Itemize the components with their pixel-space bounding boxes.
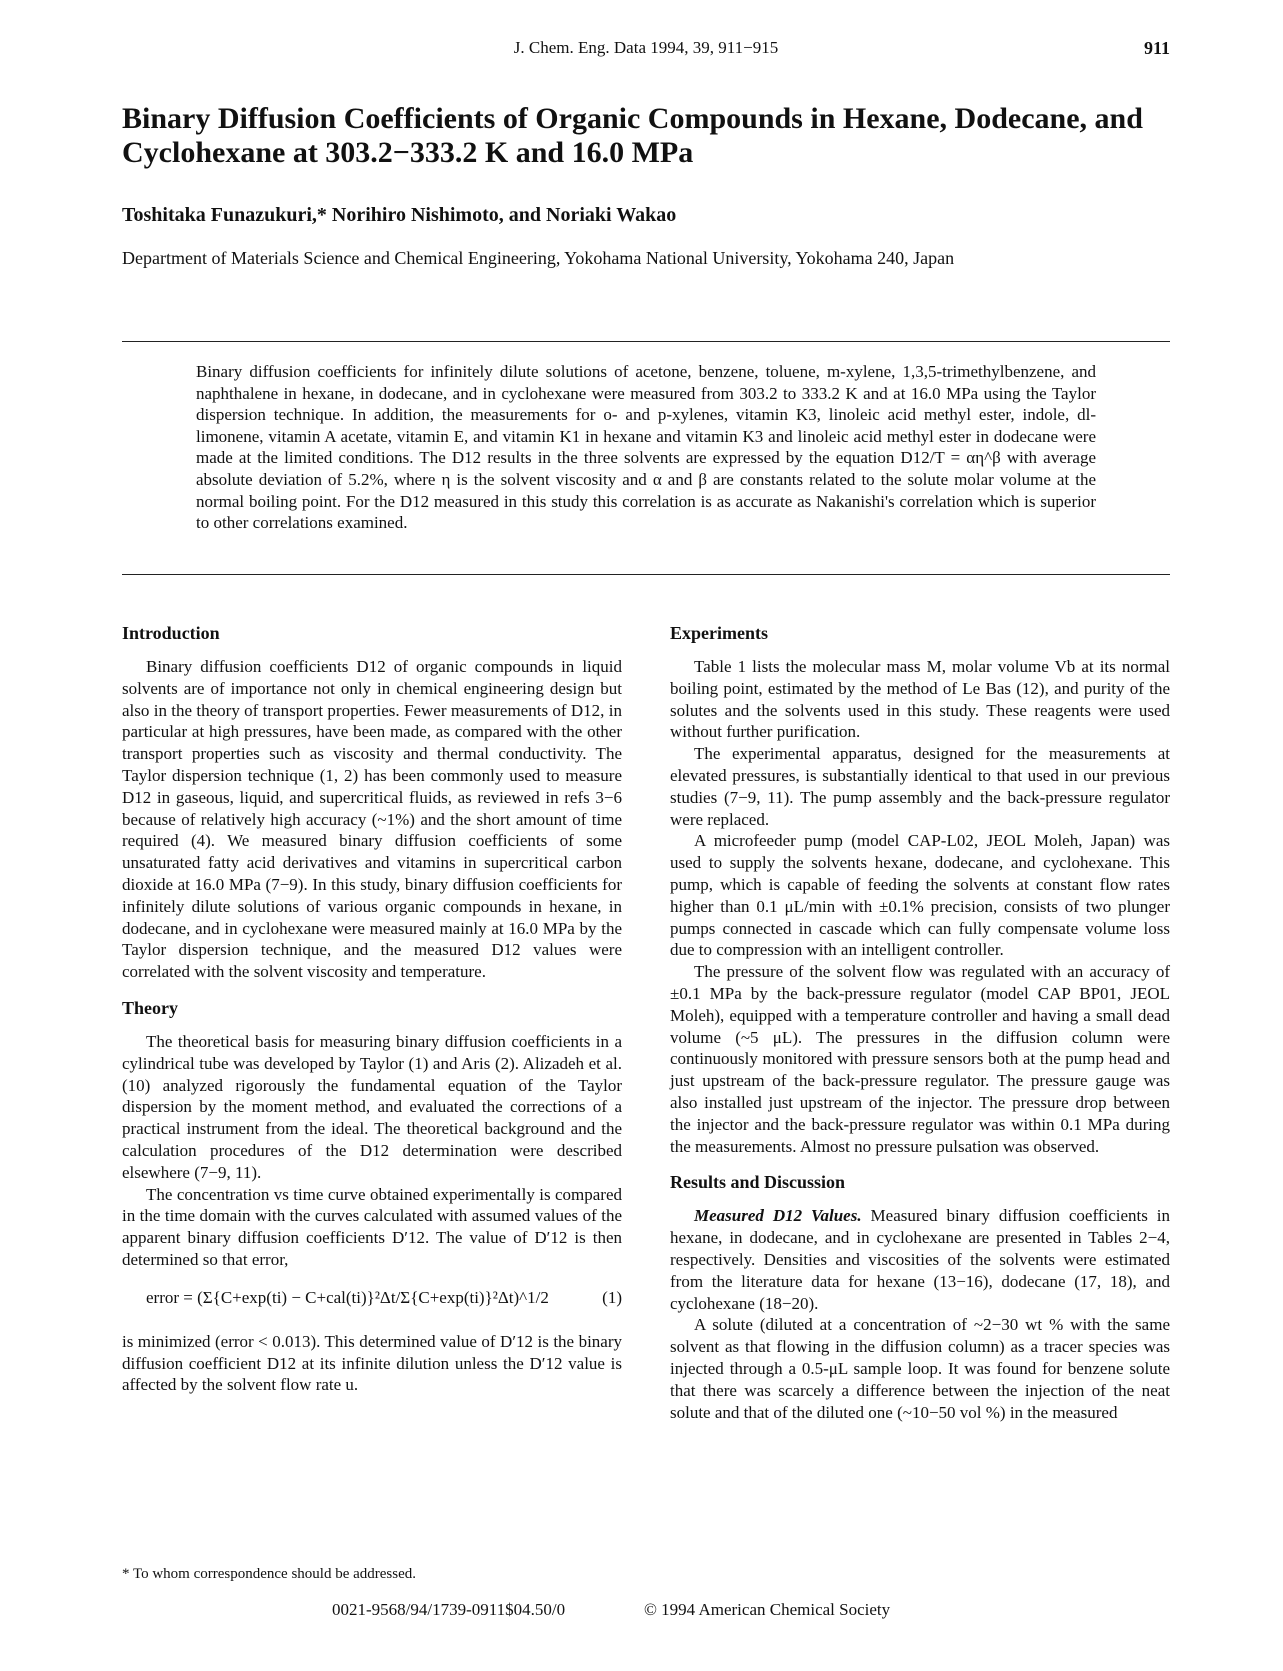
experiments-paragraph-2: The experimental apparatus, designed for the measurements at elevated pressures, is substantially identical to that used in our previous studies (7−9, 11). The pump assembly and the back-pressure regulator were replaced. — [670, 744, 1170, 829]
theory-paragraph-1: The theoretical basis for measuring binary diffusion coefficients in a cylindrical tube was developed by Taylor (1) and Aris (2). Alizadeh et al. (10) analyzed rigorously the fundamental equation of the Taylor dispersion by the moment method, and evaluated the corrections of a practical instrument from the ideal. The theoretical background and the calculation procedures of the D12 determination were described elsewhere (7−9, 11). — [122, 1031, 622, 1182]
running-head — [122, 38, 1170, 62]
correspondence-footnote: * To whom correspondence should be addressed. — [122, 1566, 417, 1582]
equation-number: (1) — [602, 1287, 622, 1307]
abstract-bottom-rule — [122, 574, 1170, 575]
introduction-paragraph: Binary diffusion coefficients D12 of organic compounds in liquid solvents are of importance not only in chemical engineering design but also in the theory of transport properties. Fewer measurements of D12, in particular at high pressures, have been made, as compared with the other transport properties such as viscosity and thermal conductivity. The Taylor dispersion technique (1, 2) has been commonly used to measure D12 in gaseous, liquid, and supercritical fluids, as reviewed in refs 3−6 because of relatively high accuracy (~1%) and the short amount of time required (4). We measured binary diffusion coefficients of some unsaturated fatty acid derivatives and vitamins in supercritical carbon dioxide at 16.0 MPa (7−9). In this study, binary diffusion coefficients for infinitely dilute solutions of various organic compounds in hexane, in dodecane, and in cyclohexane were measured mainly at 16.0 MPa by the Taylor dispersion technique, and the measured D12 values were correlated with the solvent viscosity and temperature. — [122, 657, 622, 982]
experiments-paragraph-3: A microfeeder pump (model CAP-L02, JEOL Moleh, Japan) was used to supply the solvents hexane, dodecane, and cyclohexane. This pump, which is capable of feeding the solvents at constant flow rates higher than 0.1 μL/min with ±0.1% precision, consists of two plunger pumps connected in cascade which can fully compensate volume loss due to compression with an intelligent controller. — [670, 831, 1170, 960]
results-heading: Results and Discussion — [670, 1172, 846, 1193]
author-list: Toshitaka Funazukuri,* Norihiro Nishimoto, and Noriaki Wakao — [122, 204, 677, 226]
experiments-paragraph-1: Table 1 lists the molecular mass M, molar volume Vb at its normal boiling point, estimated by the method of Le Bas (12), and purity of the solutes and the solvents used in this study. These reagents were used without further purification. — [670, 657, 1170, 742]
introduction-heading: Introduction — [122, 623, 220, 643]
article-title: Binary Diffusion Coefficients of Organic Compounds in Hexane, Dodecane, and Cyclohexane at 303.2−333.2 K and 16.0 MPa — [122, 102, 1143, 169]
equation-1 — [122, 1287, 622, 1311]
results-runin-heading: Measured D12 Values. — [694, 1206, 862, 1226]
theory-paragraph-3: is minimized (error < 0.013). This determined value of D′12 is the binary diffusion coefficient D12 at its infinite dilution unless the D′12 value is affected by the solvent flow rate u. — [122, 1331, 622, 1395]
theory-heading: Theory — [122, 997, 178, 1018]
journal-citation: J. Chem. Eng. Data 1994, 39, 911−915 — [513, 38, 779, 57]
results-paragraph-2: A solute (diluted at a concentration of ~2−30 wt % with the same solvent as that flowing in the diffusion column) as a tracer species was injected through a 0.5-μL sample loop. It was found for benzene solute that there was scarcely a difference between the injection of the neat solute and that of the diluted one (~10−50 vol %) in the measured — [670, 1315, 1170, 1422]
results-paragraph-1-text: Measured binary diffusion coefficients in hexane, in dodecane, and in cyclohexane are presented in Tables 2−4, respectively. Densities and viscosities of the solvents were estimated from the literature data for hexane (13−16), dodecane (17, 18), and cyclohexane (18−20). — [670, 1206, 1171, 1313]
affiliation: Department of Materials Science and Chemical Engineering, Yokohama National University, Yokohama 240, Japan — [122, 248, 955, 268]
right-column — [670, 622, 1170, 1423]
copyright: © 1994 American Chemical Society — [644, 1600, 891, 1619]
experiments-paragraph-4: The pressure of the solvent flow was regulated with an accuracy of ±0.1 MPa by the back-pressure regulator (model CAP BP01, JEOL Moleh), equipped with a temperature controller and having a small dead volume (~5 μL). The pressures in the diffusion column were continuously monitored with pressure sensors both at the pump head and just upstream of the back-pressure regulator. The pressure gauge was also installed just upstream of the injector. The pressure drop between the injector and the back-pressure regulator was within 0.1 MPa during the measurements. Almost no pressure pulsation was observed. — [670, 962, 1170, 1156]
experiments-heading: Experiments — [670, 623, 768, 643]
results-paragraph-1 — [670, 1205, 1170, 1314]
page-footer — [122, 1600, 1170, 1624]
left-column — [122, 622, 622, 1396]
abstract-top-rule — [122, 341, 1170, 342]
equation-body: error = (Σ{C+exp(ti) − C+cal(ti)}²Δt/Σ{C+exp(ti)}²Δt)^1/2 — [146, 1287, 549, 1307]
article-code: 0021-9568/94/1739-0911$04.50/0 — [332, 1600, 566, 1619]
abstract: Binary diffusion coefficients for infinitely dilute solutions of acetone, benzene, toluene, m-xylene, 1,3,5-trimethylbenzene, and naphthalene in hexane, in dodecane, and in cyclohexane were measured from 303.2 to 333.2 K and at 16.0 MPa using the Taylor dispersion technique. In addition, the measurements for o- and p-xylenes, vitamin K3, linoleic acid methyl ester, indole, dl-limonene, vitamin A acetate, vitamin E, and vitamin K1 in hexane and vitamin K3 and linoleic acid methyl ester in dodecane were made at the limited conditions. The D12 results in the three solvents are expressed by the equation D12/T = αη^β with average absolute deviation of 5.2%, where η is the solvent viscosity and α and β are constants related to the solute molar volume at the normal boiling point. For the D12 measured in this study this correlation is as accurate as Nakanishi's correlation which is superior to other correlations examined. — [196, 362, 1096, 533]
theory-paragraph-2: The concentration vs time curve obtained experimentally is compared in the time domain with the curves calculated with assumed values of the apparent binary diffusion coefficients D′12. The value of D′12 is then determined so that error, — [122, 1184, 622, 1269]
page-number: 911 — [1143, 38, 1170, 58]
